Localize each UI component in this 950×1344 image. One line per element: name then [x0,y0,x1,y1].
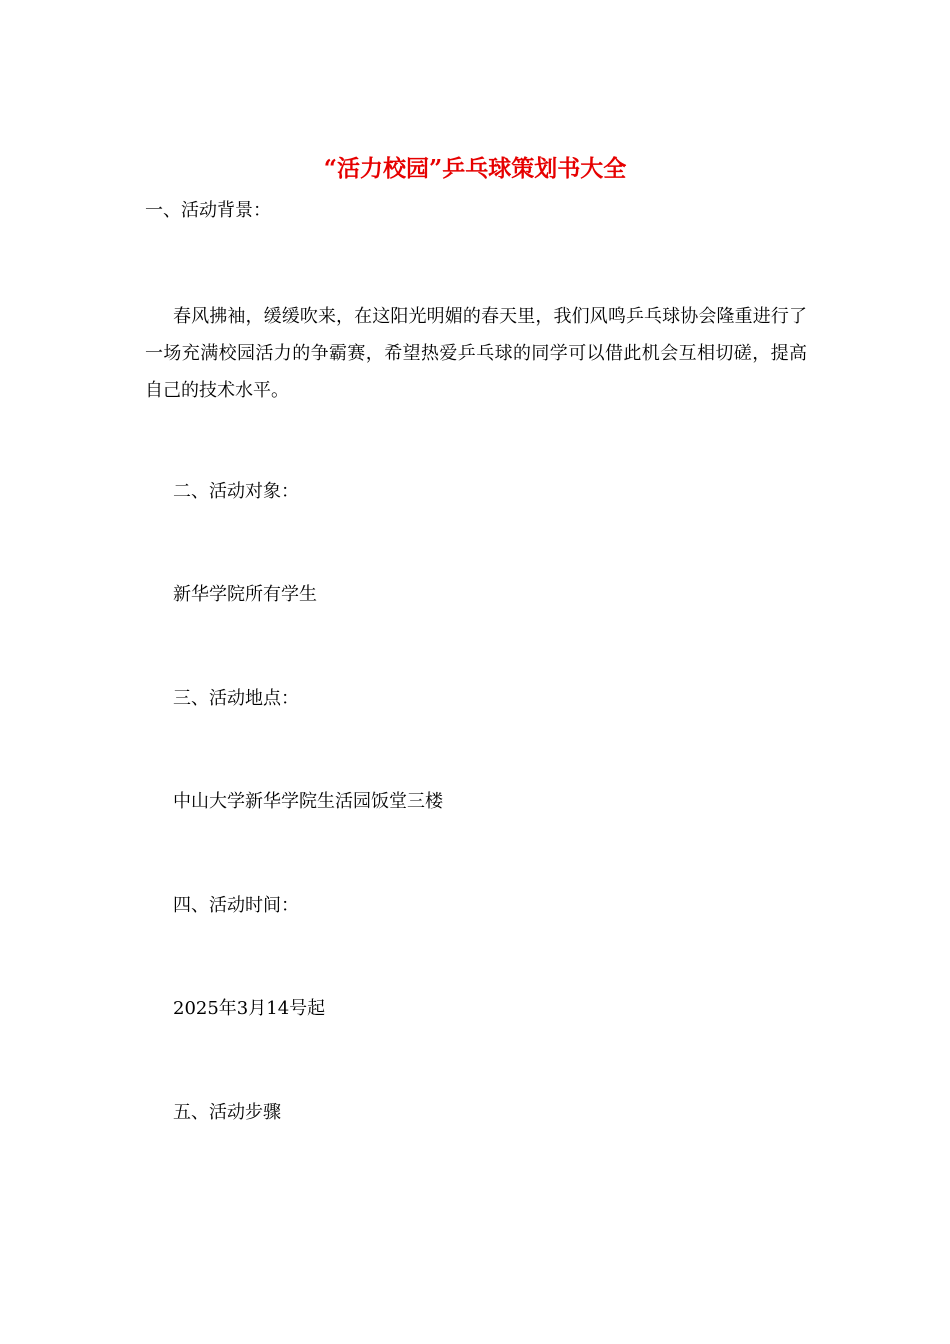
section-heading-steps: 五、活动步骤 [173,1102,281,1123]
section-body-audience: 新华学院所有学生 [173,584,317,605]
section-heading-time: 四、活动时间： [173,895,299,916]
section-heading-location: 三、活动地点： [173,688,299,709]
section-body-location: 中山大学新华学院生活园饭堂三楼 [173,791,443,812]
section-body-time: 2025年3月14号起 [173,998,326,1019]
section-body-background: 春风拂袖，缓缓吹来，在这阳光明媚的春天里，我们风鸣乒乓球协会隆重进行了一场充满校园活力的争霸赛，希望热爱乒乓球的同学可以借此机会互相切磋，提高自己的技术水平。 [145,306,807,401]
section-heading-audience: 二、活动对象： [173,481,299,502]
document-title: “活力校园”乒乓球策划书大全 [323,155,627,182]
section-heading-background: 一、活动背景： [145,200,271,221]
